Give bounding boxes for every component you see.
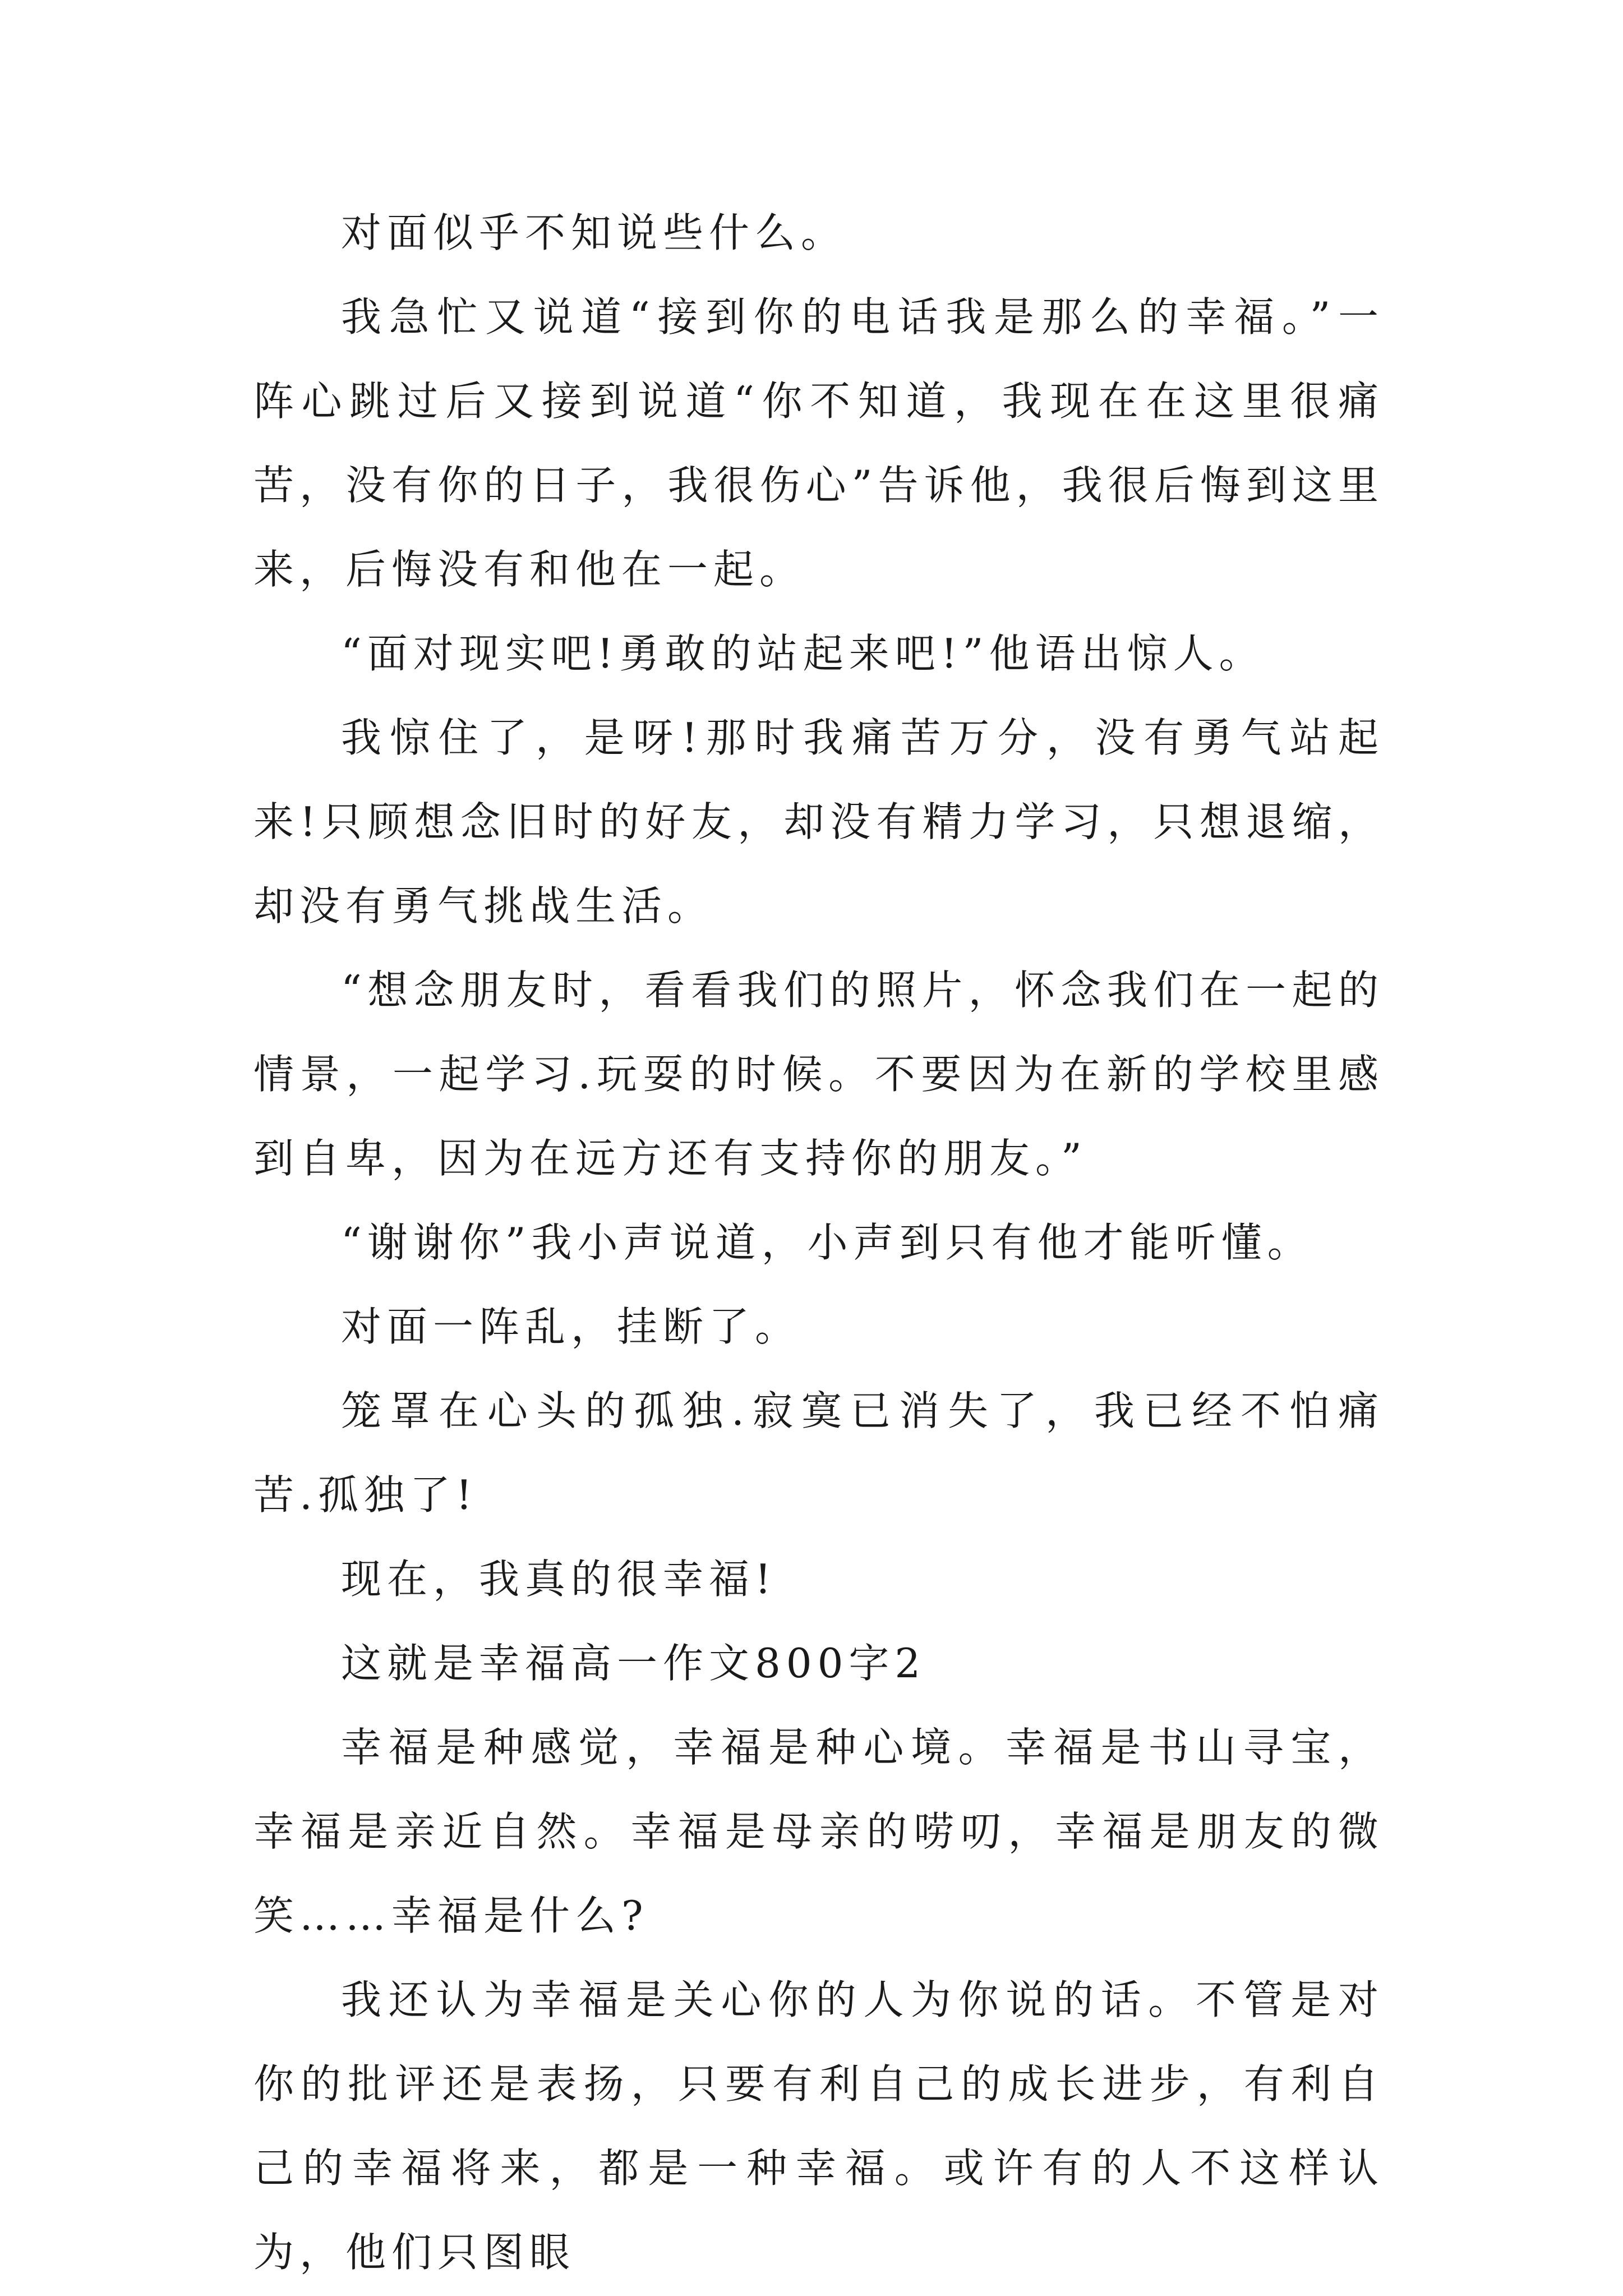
paragraph: 幸福是种感觉，幸福是种心境。幸福是书山寻宝，幸福是亲近自然。幸福是母亲的唠叨，幸福是朋友的微笑……幸福是什么? (253, 1724, 1384, 1939)
paragraph: “面对现实吧!勇敢的站起来吧!”他语出惊人。 (341, 630, 1265, 677)
paragraph: 我还认为幸福是关心你的人为你说的话。不管是对你的批评还是表扬，只要有利自己的成长进步，有利自己的幸福将来，都是一种幸福。或许有的人不这样认为，他们只图眼 (253, 1976, 1384, 2276)
paragraph: 对面一阵乱，挂断了。 (341, 1303, 801, 1350)
paragraph: “谢谢你”我小声说道，小声到只有他才能听懂。 (341, 1219, 1313, 1266)
paragraph: 现在，我真的很幸福! (341, 1556, 777, 1603)
paragraph: 我急忙又说道“接到你的电话我是那么的幸福。”一阵心跳过后又接到说道“你不知道，我现在在这里很痛苦，没有你的日子，我很伤心”告诉他，我很后悔到这里来，后悔没有和他在一起。 (253, 293, 1384, 593)
paragraph: 我惊住了，是呀!那时我痛苦万分，没有勇气站起来!只顾想念旧时的好友，却没有精力学习，只想退缩，却没有勇气挑战生活。 (253, 714, 1384, 930)
section-heading: 这就是幸福高一作文800字2 (341, 1640, 926, 1687)
paragraph: “想念朋友时，看看我们的照片，怀念我们在一起的情景，一起学习.玩耍的时候。不要因为在新的学校里感到自卑，因为在远方还有支持你的朋友。” (253, 967, 1384, 1182)
paragraph: 笼罩在心头的孤独.寂寞已消失了，我已经不怕痛苦.孤独了! (253, 1387, 1384, 1519)
paragraph: 对面似乎不知说些什么。 (341, 209, 847, 256)
document-body (253, 191, 1384, 2294)
